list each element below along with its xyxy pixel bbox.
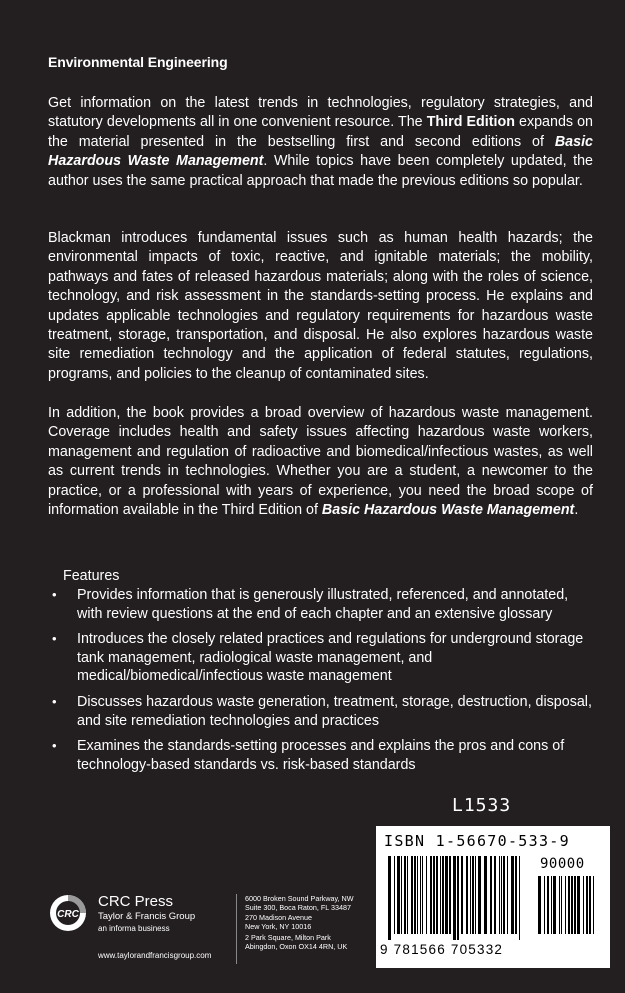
address-block: 2 Park Square, Milton Park Abingdon, Oxon OX14 4RN, UK (245, 933, 348, 951)
feature-item: • Discusses hazardous waste generation, treatment, storage, destruction, disposal, and site remediation technologies and practices (52, 693, 592, 729)
svg-text:CRC: CRC (57, 909, 79, 920)
overview-paragraph: Blackman introduces fundamental issues such as human health hazards; the environmental impacts of toxic, reactive, and ignitable materials; the mobility, pathways and fates of released hazardous materials; along with the roles of science, technology, and risk assessment in the standards-setting process. He explains and updates applicable technologies and regulatory requirements for hazardous waste treatment, storage, transportation, and disposal. He also explores hazardous waste site remediation technology and the application of federal statutes, regulations, programs, and policies to the cleanup of contaminated sites. (48, 230, 593, 382)
book-title: Basic Hazardous Waste Management (48, 133, 593, 170)
features-title: Features (63, 568, 120, 584)
crc-logo-icon (48, 893, 88, 933)
bullet-icon: • (52, 631, 57, 647)
divider (236, 894, 237, 964)
isbn-text: ISBN 1-56670-533-9 (384, 832, 570, 850)
section-heading: Environmental Engineering (48, 54, 228, 70)
feature-item: • Introduces the closely related practices and regulations for underground storage tank management, radiological waste management, and medical/biomedical/infectious waste management (52, 631, 584, 685)
publisher-tagline: an informa business (98, 924, 170, 933)
bullet-icon: • (52, 587, 57, 602)
barcode-digits: 9 781566 705332 (380, 942, 504, 957)
address-block: 6000 Broken Sound Parkway, NW Suite 300, Boca Raton, FL 33487 (245, 894, 354, 912)
address-block: 270 Madison Avenue New York, NY 10016 (245, 913, 313, 931)
price-addon: 90000 (540, 856, 585, 872)
bullet-icon: • (52, 693, 57, 709)
book-title: Basic Hazardous Waste Management (321, 502, 575, 519)
coverage-paragraph: In addition, the book provides a broad overview of hazardous waste management. Coverage includes health and safety issues affecting hazardous waste workers, management and regulation of radioactive and biomedical/infectious wastes, as well as current trends in technologies. Whether you are a student, a newcomer to the practice, or a professional with years of experience, you need the broad scope of information available in the Third Edition of Basic Hazardous Waste Management. (48, 405, 593, 519)
bullet-icon: • (52, 738, 57, 754)
publisher-url: www.taylorandfrancisgroup.com (98, 951, 212, 960)
feature-item: • Provides information that is generously illustrated, referenced, and annotated, with review questions at the end of each chapter and an extensive glossary (52, 587, 569, 622)
publisher-name: CRC Press (98, 893, 174, 910)
addon-barcode-icon (536, 876, 598, 940)
edition-highlight: Third Edition (426, 114, 515, 131)
barcode-icon (386, 856, 524, 940)
publisher-group: Taylor & Francis Group (98, 911, 196, 922)
feature-item: • Examines the standards-setting processes and explains the pros and cons of technology-based standards vs. risk-based standards (52, 738, 565, 773)
barcode-box (376, 826, 610, 968)
catalog-code: L1533 (452, 795, 512, 816)
features-list (52, 586, 592, 781)
intro-paragraph: Get information on the latest trends in technologies, regulatory strategies, and statutory developments all in one convenient resource. The Third Edition expands on the material presented in the bestselling first and second editions of Basic Hazardous Waste Management. While topics have been completely updated, the author uses the same practical approach that made the previous editions so popular. (48, 95, 594, 189)
